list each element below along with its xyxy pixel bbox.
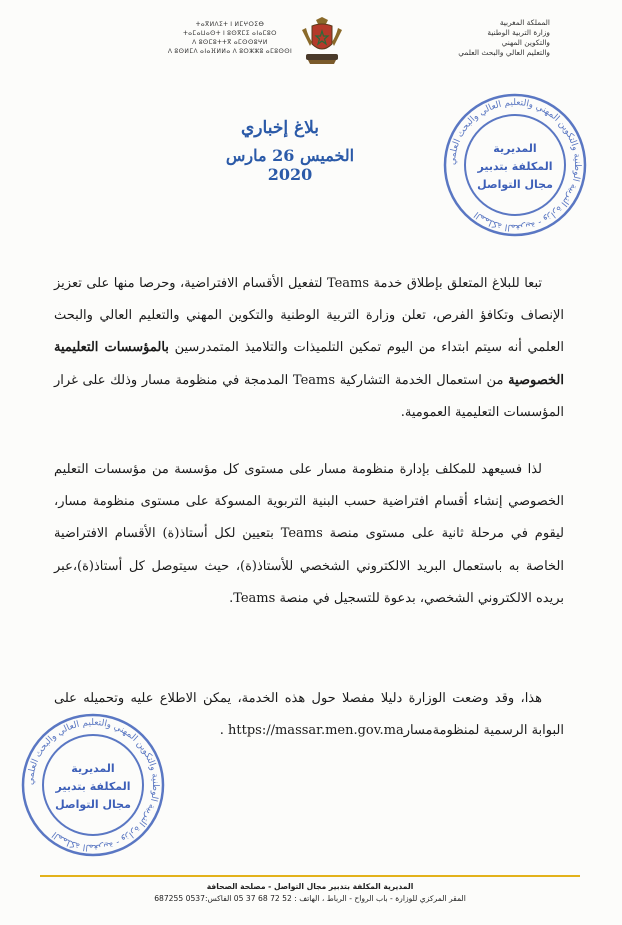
stamp-line3: مجال التواصل <box>55 798 131 811</box>
stamp-line2: المكلفة بتدبير <box>477 160 553 173</box>
header-tifinagh-line: ⵜⴰⵎⴰⵡⴰⵙⵜ ⵏ ⵓⵙⴳⵎⵉ ⴰⵏⴰⵎⵓⵔ <box>183 30 277 37</box>
paragraph-1-bold: بالمؤسسات التعليمية الخصوصية <box>54 340 565 388</box>
official-stamp-bottom <box>18 710 168 860</box>
massar-link[interactable]: https://massar.men.gov.ma <box>228 723 404 739</box>
stamp-outer-text: المملكة المغربية - وزارة التربية الوطنية والتكوين المهني والتعليم العالي والبحث العلمي <box>25 717 161 853</box>
header-arabic-line: وزارة التربية الوطنية <box>487 28 550 37</box>
header-tifinagh <box>150 20 310 56</box>
header-tifinagh-line: ⴷ ⵓⵙⵍⵎⴷ ⴰⵏⴰⴼⵍⵍⴰ ⴷ ⵓⵔⵣⵣⵓ ⴰⵎⵓⵙⵙⵏ <box>167 48 293 55</box>
stamp-line3: مجال التواصل <box>477 178 553 191</box>
stamp-line1: المديرية <box>71 762 115 775</box>
header-tifinagh-line: ⵜⴰⴳⵍⴷⵉⵜ ⵏ ⵍⵎⵖⵔⵉⴱ <box>195 21 265 28</box>
header-arabic-line: والتكوين المهني <box>501 38 550 47</box>
stamp-line1: المديرية <box>493 142 537 155</box>
document-date: الخميس 26 مارس 2020 <box>225 146 355 184</box>
header-arabic-line: والتعليم العالي والبحث العلمي <box>458 48 550 57</box>
paragraph-2 <box>54 454 564 615</box>
footer-line2: المقر المركزي للوزارة - باب الرواح - الرباط ، الهاتف : 52 72 68 37 05 الفاكس:0537 687255 <box>154 894 466 903</box>
paragraph-3-text: هذا، وقد وضعت الوزارة دليلا مفصلا حول هذه الخدمة، يمكن الاطلاع عليه وتحميله على البوابة الرسمية لمنظومةمسار <box>54 691 564 739</box>
footer <box>80 881 540 905</box>
paragraph-1 <box>54 268 564 429</box>
paragraph-1-text-b: من استعمال الخدمة التشاركية Teams المدمجة في منظومة مسار وذلك على غرار المؤسسات التعليمية العمومية. <box>54 372 564 420</box>
document-title: بلاغ إخباري <box>241 118 319 138</box>
header-tifinagh-line: ⴷ ⵓⵙⵎⵓⵜⵜⴳ ⴰⵎⵙⵙⵓⵖⵍ <box>192 39 268 46</box>
footer-line1: المديرية المكلفة بتدبير مجال التواصل - مصلحة الصحافة <box>206 882 414 891</box>
coat-of-arms-emblem <box>296 16 348 66</box>
stamp-line2: المكلفة بتدبير <box>55 780 131 793</box>
header-arabic-line: المملكة المغربية <box>499 18 550 27</box>
header-arabic <box>350 18 550 58</box>
paragraph-1-text-a: تبعا للبلاغ المتعلق بإطلاق خدمة Teams لتفعيل الأقسام الافتراضية، وحرصا منها على تعزيز الإنصاف وتكافؤ الفرص، تعلن وزارة التربية الوطنية والتكوين المهني والتعليم العالي والبحث العلمي أنه سيتم ابتداء من اليوم تمكين التلميذات والتلاميذ المتمدرسين <box>54 276 565 356</box>
paragraph-3-end: . <box>219 723 229 739</box>
stamp-outer-text: المملكة المغربية - وزارة التربية الوطنية والتكوين المهني والتعليم العالي والبحث العلمي <box>447 97 583 233</box>
official-stamp-top <box>440 90 590 240</box>
footer-rule <box>40 875 580 877</box>
paragraph-2-text: لذا فسيعهد للمكلف بإدارة منظومة مسار على مستوى كل مؤسسة من مؤسسات التعليم الخصوصي إنشاء أقسام افتراضية حسب البنية التربوية المسوكة على مستوى منظومة مسار، ليقوم في مرحلة ثانية على مستوى منصة Teams بتعيين لكل أستاذ(ة) الأقسام الافتراضية الخاصة به باستعمال البريد الالكتروني الشخصي للأستاذ(ة)، حيث سيتوصل كل أستاذ(ة)،عبر بريده الالكتروني الشخصي، بدعوة للتسجيل في منصة Teams. <box>54 462 565 606</box>
